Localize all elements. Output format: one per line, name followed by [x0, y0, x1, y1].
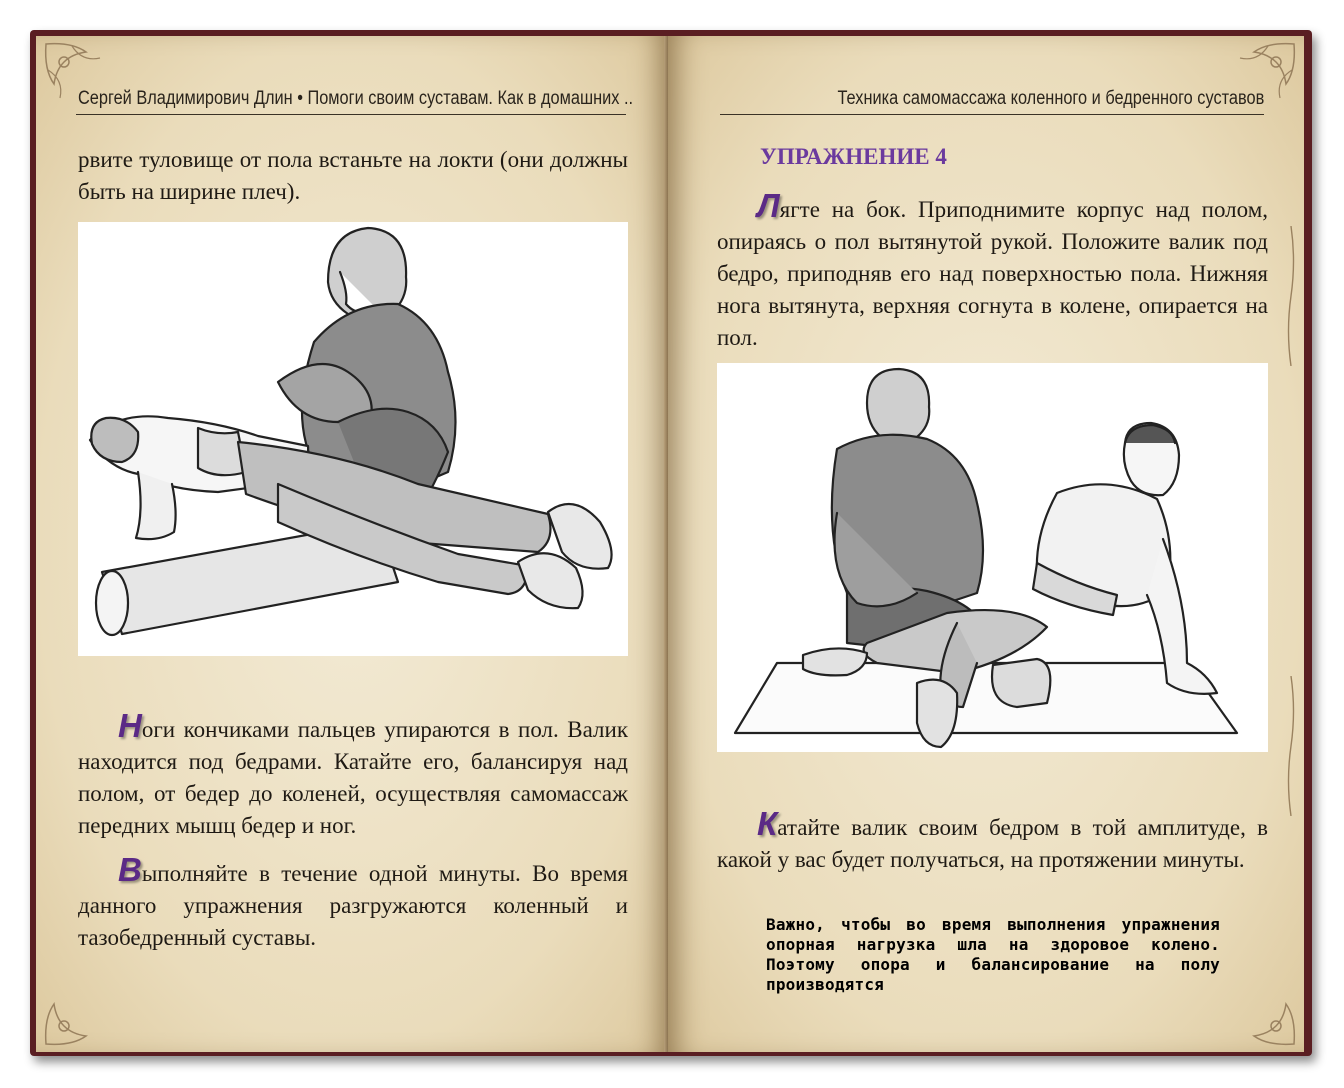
paragraph-text: ягте на бок. Приподнимите корпус над полом, опираясь о пол вытянутой рукой. Положите валик под бедро, приподняв его над поверхностью пола. Нижняя нога вытянута, верхняя согнута в колене, опирается на пол. — [717, 197, 1268, 350]
exercise-paragraph — [717, 187, 1268, 354]
edge-ornament-icon — [1284, 676, 1298, 816]
paragraph-2 — [717, 805, 1268, 876]
drop-cap: Л — [757, 187, 780, 224]
exercise-title: УПРАЖНЕНИЕ 4 — [760, 144, 947, 169]
corner-ornament-icon — [1234, 984, 1298, 1048]
top-paragraph — [78, 144, 628, 208]
illustration-prone-roller — [78, 222, 628, 656]
header-rule — [76, 114, 626, 115]
corner-ornament-icon — [42, 984, 106, 1048]
edge-ornament-icon — [1284, 226, 1298, 366]
paragraph-text: ыполняйте в течение одной минуты. Во время данного упражнения разгружаются коленный и тазобедренный суставы. — [78, 861, 628, 950]
drop-cap: В — [118, 851, 142, 888]
right-page[interactable] — [668, 36, 1304, 1052]
paragraph-2 — [78, 851, 628, 954]
side-lying-roller-icon — [717, 363, 1268, 752]
drop-cap: К — [757, 805, 778, 842]
illustration-side-roller — [717, 363, 1268, 752]
header-rule — [720, 114, 1264, 115]
page-header-author-title: Сергей Владимирович Длин • Помоги своим суставам. Как в домашних .. — [78, 88, 634, 109]
paragraph-1 — [717, 187, 1268, 354]
important-note: Важно, чтобы во время выполнения упражнения опорная нагрузка шла на здоровое колено. Поэтому опора и балансирование на полу производятся — [766, 915, 1220, 994]
body-paragraph-2 — [717, 805, 1268, 876]
paragraph-1 — [78, 707, 628, 842]
paragraph-text: рвите туловище от пола встаньте на локти (они должны быть на ширине плеч). — [78, 147, 628, 204]
left-page[interactable] — [36, 36, 668, 1052]
paragraph-text: оги кончиками пальцев упираются в пол. Валик находится под бедрами. Катайте его, балансируя над полом, от бедер до коленей, осуществляя самомассаж передних мышц бедер и ног. — [78, 717, 628, 838]
page-header-chapter-title: Техника самомассажа коленного и бедренного суставов — [837, 88, 1264, 109]
massage-prone-roller-icon — [78, 222, 628, 656]
drop-cap: Н — [118, 707, 142, 744]
paragraph-text: атайте валик своим бедром в той амплитуде, в какой у вас будет получаться, на протяжении минуты. — [717, 815, 1268, 872]
body-paragraphs — [78, 707, 628, 954]
